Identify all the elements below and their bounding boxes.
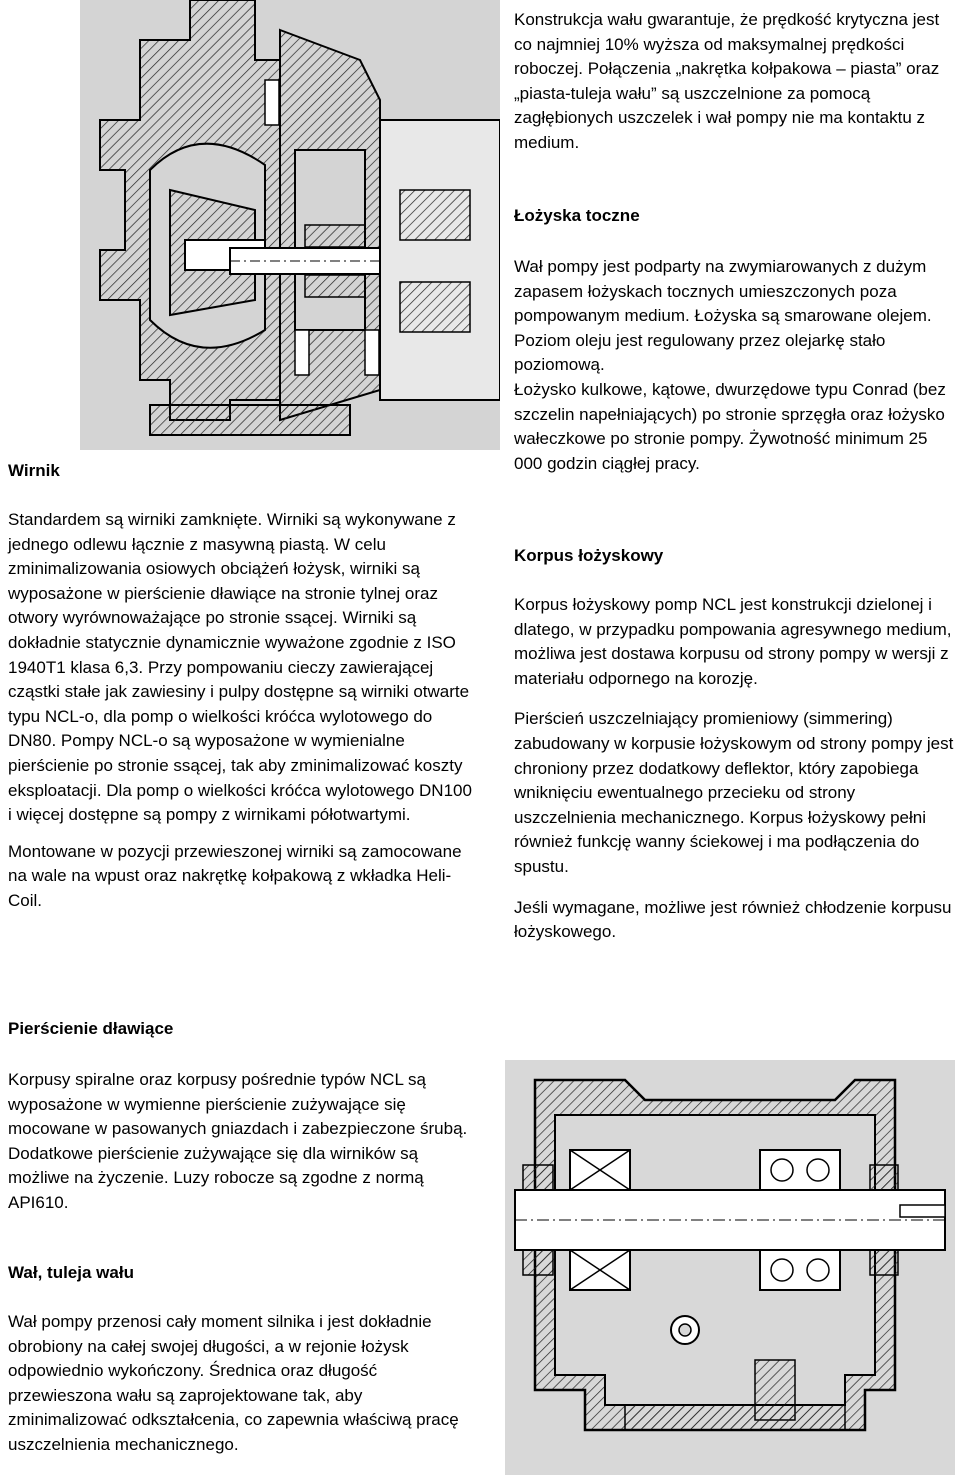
bearing-housing-section xyxy=(514,593,954,945)
pump-cross-section-drawing xyxy=(80,0,500,450)
bearings-heading: Łożyska toczne xyxy=(514,206,640,225)
bearing-housing-cross-section-drawing xyxy=(505,1060,955,1475)
bearings-section xyxy=(514,255,954,476)
wear-rings-paragraph: Korpusy spiralne oraz korpusy pośrednie typów NCL są wyposażone w wymienne pierścienie zużywające się mocowane w pasowanych gniazdach i zabezpieczone śrubą. Dodatkowe pierścienie zużywające się dla wirników są możliwe na życzenie. Luzy robocze są zgodne z normą API610. xyxy=(8,1070,468,1212)
bearing-housing-paragraph-2: Pierścień uszczelniający promieniowy (simmering) zabudowany w korpusie łożyskowym od strony pompy jest chroniony przez dodatkowy deflektor, który zapobiega wniknięciu ewentualnego przecieku od strony uszczelnienia mechanicznego. Korpus łożyskowy pełni również funkcję wanny ściekowej i ma podłączenia do spustu. xyxy=(514,709,954,876)
bearing-housing-heading: Korpus łożyskowy xyxy=(514,546,664,565)
bearings-paragraph-1: Wał pompy jest podparty na zwymiarowanych z dużym zapasem łożyskach tocznych umieszczonych poza pompowanym medium. Łożyska są smarowane olejem. Poziom oleju jest regulowany przez olejarkę stało poziomową. xyxy=(514,257,932,375)
shaft-heading: Wał, tuleja wału xyxy=(8,1263,134,1282)
shaft-design-text: Konstrukcja wału gwarantuje, że prędkość krytyczna jest co najmniej 10% wyższa od maksymalnej prędkości roboczej. Połączenia „nakrętka kołpakowa – piasta” oraz „piasta-tuleja wału” są uszczelnione za pomocą zagłębionych uszczelek i wał pompy nie ma kontaktu z medium. xyxy=(514,10,940,152)
wear-rings-section xyxy=(8,1068,468,1216)
impeller-paragraph-1: Standardem są wirniki zamknięte. Wirniki są wykonywane z jednego odlewu łącznie z masywną piastą. W celu zminimalizowania osiowych obciążeń łożysk, wirniki są wyposażone w pierścienie dławiące na stronie tylnej oraz otwory wyrównoważające po stronie ssącej. Wirniki są dokładnie statycznie dynamicznie wyważone zgodnie z ISO 1940T1 klasa 6,3. Przy pompowaniu cieczy zawierającej cząstki stałe jak zawiesiny i pulpy dostępne są wirniki otwarte typu NCL-o, dla pomp o wielkości króćca wylotowego do DN80. Pompy NCL-o są wyposażone w wymienialne pierścienie po stronie ssącej, tak aby zminimalizować koszty eksploatacji. Dla pomp o wielkości króćca wylotowego DN100 i więcej dostępne są pompy z wirnikami półotwartymi. xyxy=(8,510,472,825)
bearings-paragraph-2: Łożysko kulkowe, kątowe, dwurzędowe typu Conrad (bez szczelin napełniających) po stronie sprzęgła oraz łożysko wałeczkowe po stronie pompy. Żywotność minimum 25 000 godzin ciągłej pracy. xyxy=(514,379,946,473)
shaft-paragraph: Wał pompy przenosi cały moment silnika i jest dokładnie obrobiony na całej swojej długości, a w rejonie łożysk odpowiednio wykończony. Średnica oraz długość przewieszona wału są zaprojektowane tak, aby zminimalizować odkształcenia, co zapewnia właściwą pracę uszczelnienia mechanicznego. xyxy=(8,1312,459,1454)
impeller-section xyxy=(8,508,476,914)
impeller-heading: Wirnik xyxy=(8,461,60,480)
shaft-design-paragraph xyxy=(514,8,954,156)
wear-rings-heading: Pierścienie dławiące xyxy=(8,1019,174,1038)
bearing-housing-paragraph-3: Jeśli wymagane, możliwe jest również chłodzenie korpusu łożyskowego. xyxy=(514,897,952,942)
bearing-housing-paragraph-1: Korpus łożyskowy pomp NCL jest konstrukcji dzielonej i dlatego, w przypadku pompowania agresywnego medium, możliwa jest dostawa korpusu od strony pompy w wersji z materiału odpornego na korozję. xyxy=(514,595,952,688)
shaft-section xyxy=(8,1310,468,1458)
impeller-paragraph-2: Montowane w pozycji przewieszonej wirniki są zamocowane na wale na wpust oraz nakrętkę kołpakową z wkładka Heli-Coil. xyxy=(8,841,462,910)
